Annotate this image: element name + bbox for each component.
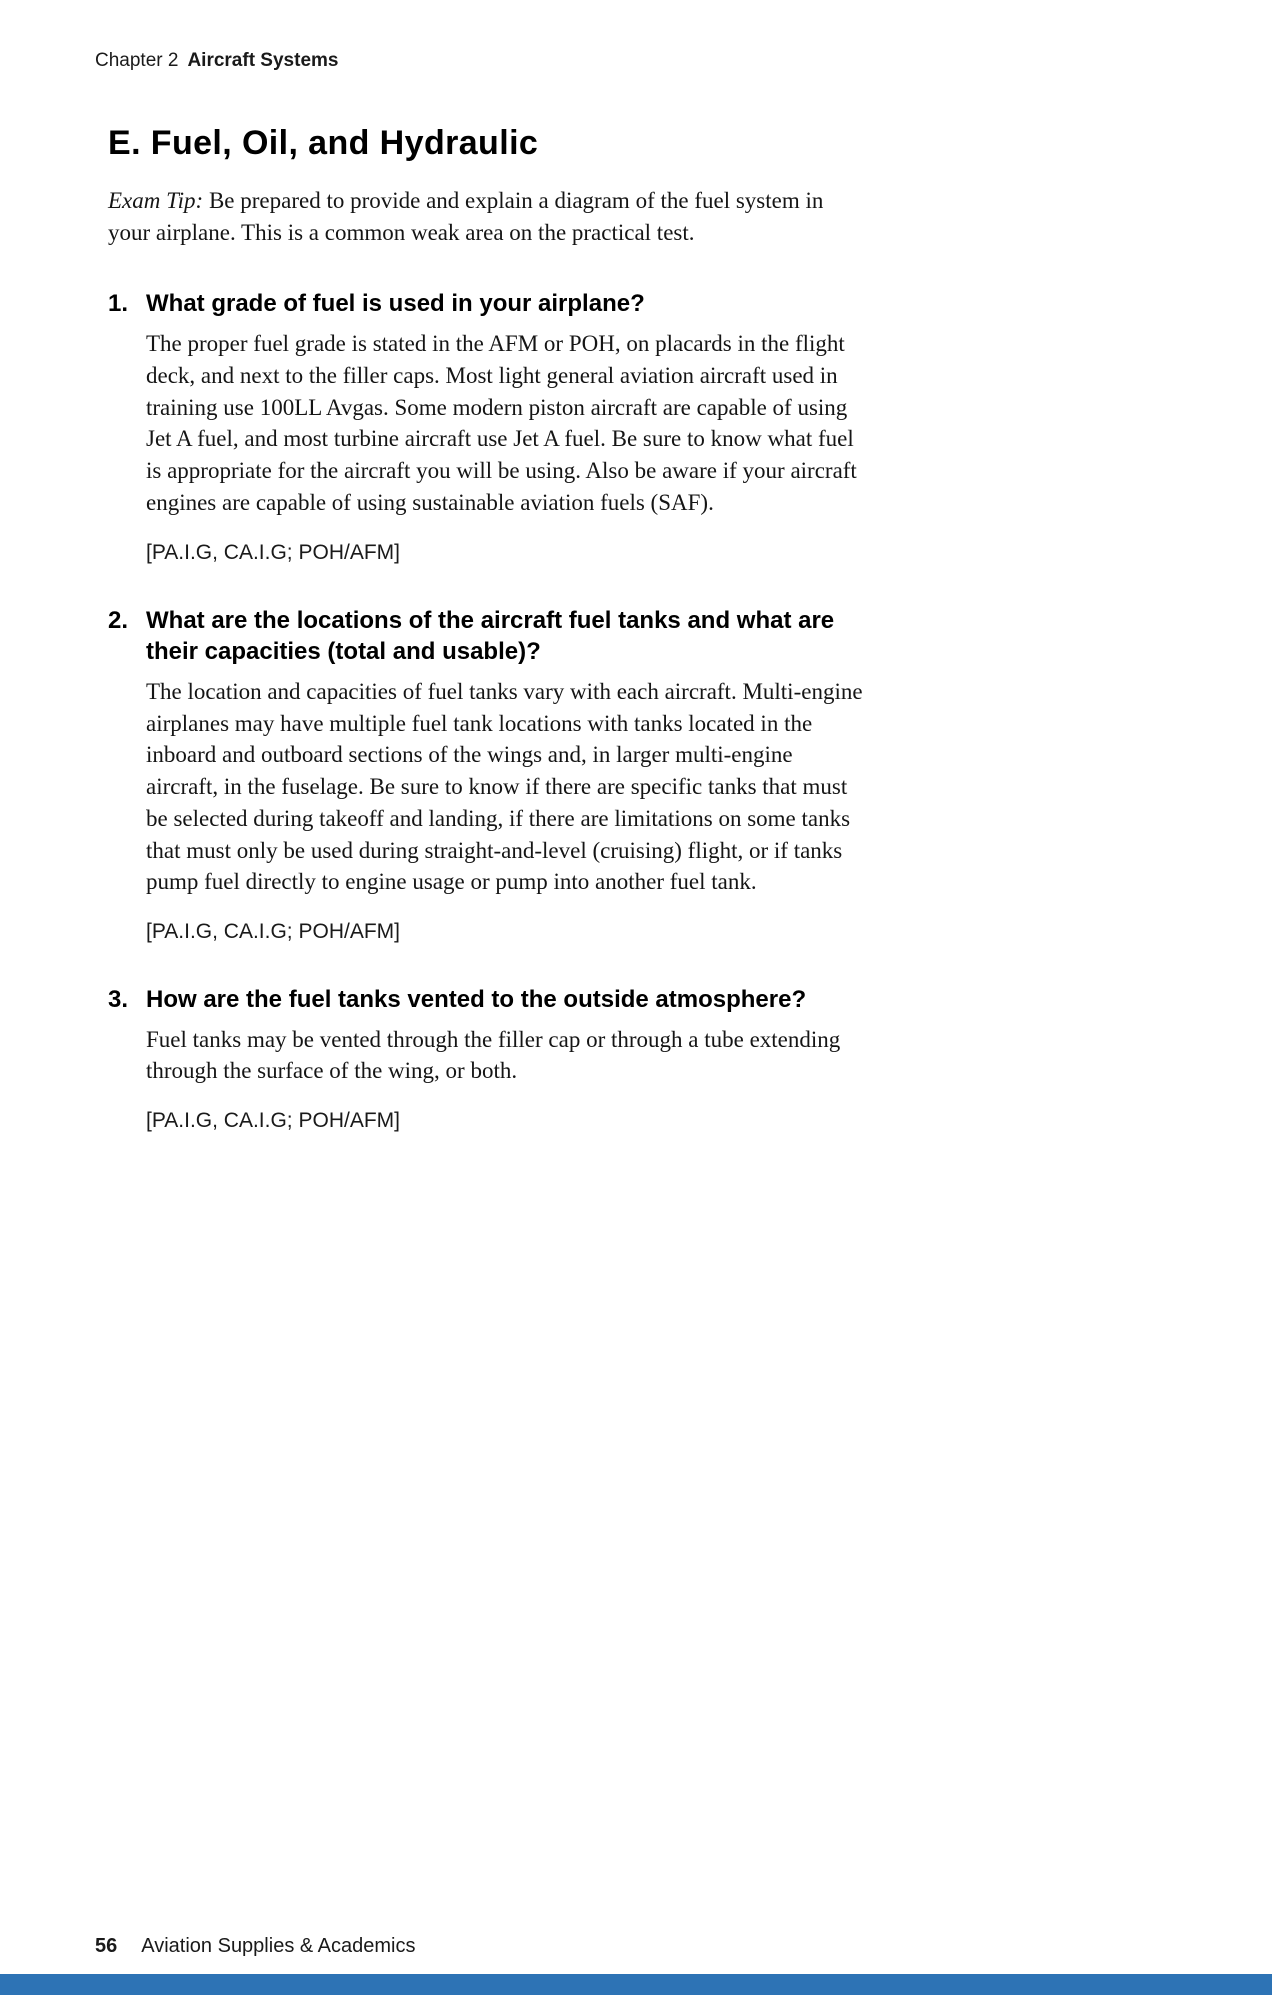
exam-tip [108, 185, 864, 248]
question-citation: [PA.I.G, CA.I.G; POH/AFM] [146, 540, 400, 564]
question-title: How are the fuel tanks vented to the outside atmosphere? [146, 986, 807, 1014]
exam-tip-text: Be prepared to provide and explain a diagram of the fuel system in your airplane. This is a common weak area on the practical test. [108, 188, 824, 245]
chapter-title: Aircraft Systems [187, 50, 339, 71]
question-title: What are the locations of the aircraft fuel tanks and what are their capacities (total and usable)? [146, 606, 835, 666]
question-citation: [PA.I.G, CA.I.G; POH/AFM] [146, 920, 400, 944]
question-number: 2. [108, 606, 129, 634]
question-answer: The proper fuel grade is stated in the AFM or POH, on placards in the flight deck, and next to the filler caps. Most light general aviation aircraft used in training use 100LL Avgas. Some modern piston aircraft are capable of using Jet A fuel, and most turbine aircraft use Jet A fuel. Be sure to know what fuel is appropriate for the aircraft you will be using. Also be aware if your aircraft engines are capable of using sustainable aviation fuels (SAF). [146, 331, 857, 515]
question-answer: Fuel tanks may be vented through the filler cap or through a tube extending through the surface of the wing, or both. [146, 1026, 841, 1084]
question-block [108, 605, 864, 944]
footer-accent-bar [0, 1974, 1272, 1995]
question-number: 1. [108, 290, 129, 318]
exam-tip-label: Exam Tip: [108, 188, 204, 213]
question-heading [108, 288, 864, 320]
question-heading [108, 984, 864, 1016]
chapter-label: Chapter 2 [95, 50, 179, 71]
running-header [95, 50, 338, 72]
question-answer: The location and capacities of fuel tanks vary with each aircraft. Multi-engine airplanes may have multiple fuel tank locations with tanks located in the inboard and outboard sections of the wings and, in larger multi-engine aircraft, in the fuselage. Be sure to know if there are specific tanks that must be selected during takeoff and landing, if there are limitations on some tanks that must only be used during straight-and-level (cruising) flight, or if tanks pump fuel directly to engine usage or pump into another fuel tank. [146, 678, 863, 895]
question-block [108, 288, 864, 564]
question-block [108, 984, 864, 1133]
question-title: What grade of fuel is used in your airplane? [146, 290, 645, 318]
page-number: 56 [95, 1935, 118, 1957]
question-heading [108, 605, 864, 668]
question-number: 3. [108, 986, 129, 1014]
publisher-name: Aviation Supplies & Academics [141, 1935, 416, 1957]
question-citation: [PA.I.G, CA.I.G; POH/AFM] [146, 1109, 400, 1133]
page-content [108, 124, 864, 1133]
section-title: E. Fuel, Oil, and Hydraulic [108, 124, 539, 162]
page-footer [95, 1935, 415, 1958]
